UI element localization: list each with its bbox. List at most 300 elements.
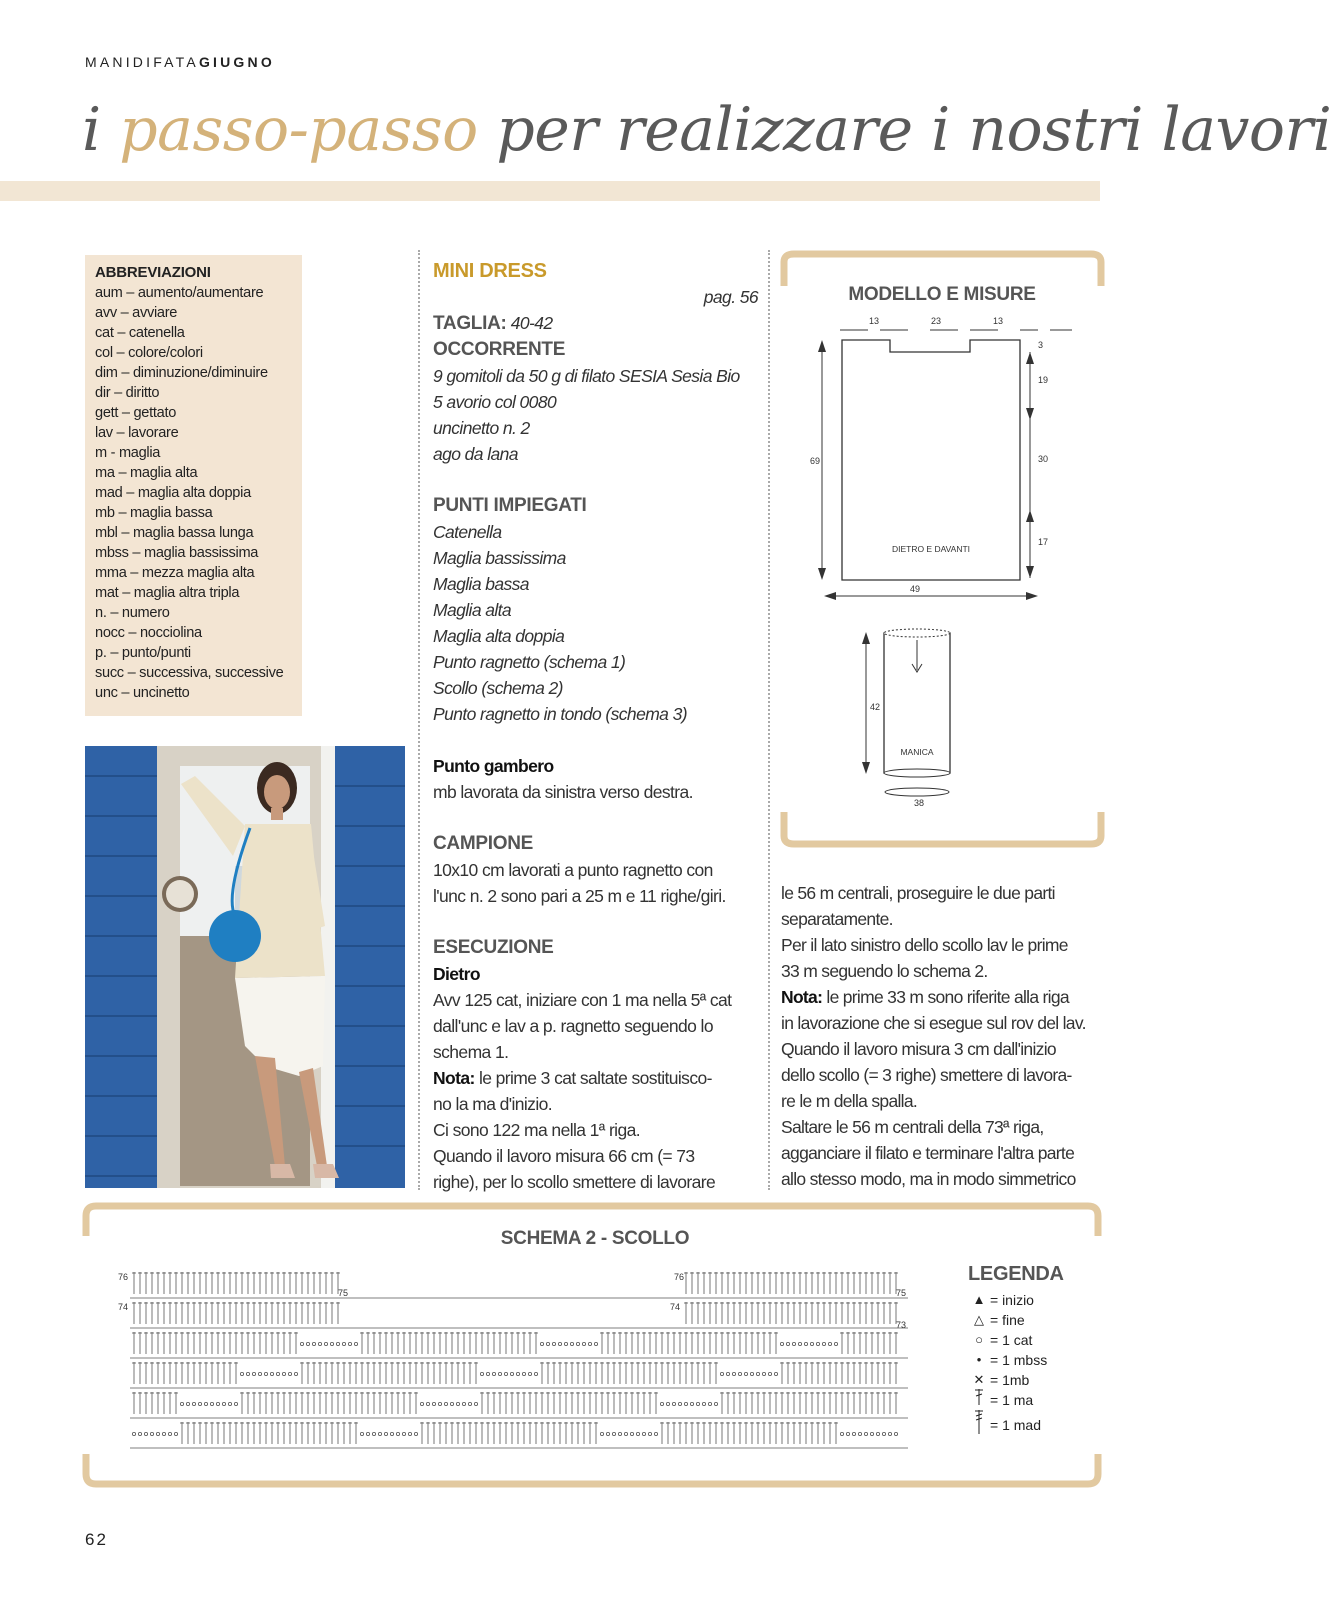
- crab-stitch-heading: Punto gambero: [433, 756, 554, 776]
- abbreviation-separator: –: [114, 505, 131, 521]
- chain-stitch: [312, 1342, 315, 1345]
- chain-stitch: [462, 1402, 465, 1405]
- legend-symbol-icon: ▲: [972, 1292, 986, 1307]
- chain-stitch: [384, 1432, 387, 1435]
- abbreviation-desc: maglia alta doppia: [137, 485, 251, 501]
- dim-top-mid: 23: [930, 316, 942, 326]
- chain-stitch: [318, 1342, 321, 1345]
- chain-stitch: [804, 1342, 807, 1345]
- abbreviation-item: [95, 623, 292, 643]
- page-number: 62: [85, 1530, 108, 1549]
- chain-stitch: [594, 1342, 597, 1345]
- chain-stitch: [378, 1432, 381, 1435]
- chain-stitch: [420, 1402, 423, 1405]
- legend-item: [968, 1290, 1098, 1310]
- stitch-item: Maglia alta doppia: [433, 626, 565, 646]
- abbreviation-term: n.: [95, 605, 107, 621]
- row-label: 73: [896, 1320, 907, 1330]
- chain-stitch: [840, 1432, 843, 1435]
- abbreviation-term: mb: [95, 505, 115, 521]
- article-title: MINI DRESS: [433, 260, 547, 282]
- chain-stitch: [888, 1432, 891, 1435]
- abbreviation-separator: –: [128, 545, 144, 561]
- abbreviation-desc: numero: [121, 605, 170, 621]
- abbreviation-item: [95, 563, 292, 583]
- chain-stitch: [414, 1432, 417, 1435]
- row-label: 76: [118, 1272, 129, 1282]
- abbreviation-desc: nocciolina: [139, 625, 202, 641]
- crab-stitch-text: mb lavorata da sinistra verso destra.: [433, 782, 693, 802]
- chain-stitch: [618, 1432, 621, 1435]
- abbreviation-item: [95, 463, 292, 483]
- chain-stitch: [348, 1342, 351, 1345]
- chain-stitch: [186, 1402, 189, 1405]
- abbreviation-term: m: [95, 445, 107, 461]
- abbreviation-separator: –: [112, 425, 129, 441]
- dim-top-left: 13: [868, 316, 880, 326]
- chain-stitch: [738, 1372, 741, 1375]
- chain-stitch: [870, 1432, 873, 1435]
- materials-heading: OCCORRENTE: [433, 339, 566, 360]
- sleeve-label: MANICA: [900, 747, 934, 757]
- body-label: DIETRO E DAVANTI: [891, 544, 971, 554]
- stitch-item: Scollo (schema 2): [433, 678, 563, 698]
- abbreviation-item: [95, 363, 292, 383]
- back-line: schema 1.: [433, 1042, 509, 1062]
- chain-stitch: [534, 1372, 537, 1375]
- abbreviation-desc: maglia alta: [130, 465, 198, 481]
- abbreviation-item: [95, 483, 292, 503]
- material-item: 5 avorio col 0080: [433, 392, 557, 412]
- chain-stitch: [750, 1372, 753, 1375]
- abbreviation-item: [95, 663, 292, 683]
- size-value: 40-42: [506, 313, 553, 333]
- chain-stitch: [270, 1372, 273, 1375]
- chain-stitch: [642, 1432, 645, 1435]
- abbreviation-separator: –: [117, 685, 133, 701]
- chain-stitch: [390, 1432, 393, 1435]
- chain-stitch: [258, 1372, 261, 1375]
- chain-stitch: [204, 1402, 207, 1405]
- abbreviation-term: dir: [95, 385, 111, 401]
- chain-stitch: [606, 1432, 609, 1435]
- abbreviation-separator: –: [124, 625, 140, 641]
- chain-stitch: [822, 1342, 825, 1345]
- stitch-item: Maglia bassissima: [433, 548, 566, 568]
- title-part2: per realizzare i nostri lavori: [477, 95, 1331, 165]
- chain-stitch: [660, 1402, 663, 1405]
- chain-stitch: [138, 1432, 141, 1435]
- legend-text: = inizio: [990, 1292, 1034, 1308]
- legend: [968, 1264, 1098, 1440]
- chain-stitch: [828, 1342, 831, 1345]
- dim-sleeve-length: 42: [870, 702, 881, 712]
- material-item: 9 gomitoli da 50 g di filato SESIA Sesia Bio: [433, 366, 740, 386]
- chain-stitch: [216, 1402, 219, 1405]
- legend-text: = 1 ma: [990, 1392, 1034, 1408]
- gauge-line: 10x10 cm lavorati a punto ragnetto con: [433, 860, 713, 880]
- abbreviation-separator: –: [123, 665, 140, 681]
- column-separator-1: [418, 250, 420, 1190]
- abbreviation-separator: –: [114, 465, 131, 481]
- row-label: 75: [896, 1288, 907, 1298]
- legend-item: [968, 1370, 1098, 1390]
- crochet-chart: [118, 1262, 938, 1462]
- dim-right-4: 17: [1038, 537, 1049, 547]
- stitch-item: Maglia alta: [433, 600, 512, 620]
- dim-width: 49: [910, 584, 921, 594]
- legend-item: [968, 1330, 1098, 1350]
- abbreviation-term: unc: [95, 685, 118, 701]
- gauge-text: [433, 857, 758, 909]
- abbreviation-desc: maglia bassa lunga: [132, 525, 254, 541]
- abbreviation-separator: –: [106, 605, 122, 621]
- legend-symbol-icon: ✕: [973, 1372, 985, 1387]
- measurements-diagram: [780, 300, 1105, 840]
- row-label: 75: [338, 1288, 349, 1298]
- chain-stitch: [264, 1372, 267, 1375]
- chain-stitch: [408, 1432, 411, 1435]
- note-2-line: agganciare il filato e terminare l'altra parte: [781, 1143, 1075, 1163]
- chain-stitch: [786, 1342, 789, 1345]
- chain-stitch: [252, 1372, 255, 1375]
- magazine-header: [85, 54, 275, 70]
- note-2-line: Saltare le 56 m centrali della 73ª riga,: [781, 1117, 1044, 1137]
- abbreviation-item: [95, 583, 292, 603]
- chain-stitch: [294, 1372, 297, 1375]
- stitch-item: Punto ragnetto (schema 1): [433, 652, 626, 672]
- chain-stitch: [372, 1432, 375, 1435]
- abbreviation-desc: mezza maglia alta: [141, 565, 255, 581]
- chain-stitch: [612, 1432, 615, 1435]
- chain-stitch: [882, 1432, 885, 1435]
- note-2-line: le prime 33 m sono riferite alla riga: [822, 987, 1069, 1007]
- schema-title: SCHEMA 2 - SCOLLO: [500, 1228, 690, 1249]
- chain-stitch: [456, 1402, 459, 1405]
- chain-stitch: [222, 1402, 225, 1405]
- chain-stitch: [144, 1432, 147, 1435]
- chain-stitch: [774, 1372, 777, 1375]
- chain-stitch: [726, 1372, 729, 1375]
- neckline-line: le 56 m centrali, proseguire le due parti: [781, 883, 1055, 903]
- chain-stitch: [810, 1342, 813, 1345]
- chain-stitch: [330, 1342, 333, 1345]
- page-reference: pag. 56: [703, 287, 758, 307]
- chain-stitch: [498, 1372, 501, 1375]
- execution-heading: ESECUZIONE: [433, 937, 554, 958]
- abbreviation-term: lav: [95, 425, 113, 441]
- note-2-line: in lavorazione che si esegue sul rov del lav.: [781, 1013, 1086, 1033]
- abbreviation-desc: catenella: [128, 325, 185, 341]
- dim-right-1: 3: [1038, 340, 1044, 350]
- materials-list: [433, 363, 758, 467]
- column-separator-2: [768, 250, 770, 1190]
- abbreviation-item: [95, 503, 292, 523]
- model-title: MODELLO E MISURE: [848, 284, 1036, 305]
- chain-stitch: [486, 1372, 489, 1375]
- abbreviation-separator: –: [116, 305, 133, 321]
- material-item: uncinetto n. 2: [433, 418, 530, 438]
- model-photo: [85, 746, 405, 1188]
- chain-stitch: [516, 1372, 519, 1375]
- chain-stitch: [636, 1432, 639, 1435]
- neckline-instructions: [781, 880, 1101, 984]
- legend-symbol-icon: △: [974, 1312, 984, 1327]
- note-2-label: Nota:: [781, 987, 823, 1007]
- chain-stitch: [228, 1402, 231, 1405]
- abbreviation-item: [95, 283, 292, 303]
- abbreviation-term: dim: [95, 365, 118, 381]
- abbreviation-separator: –: [106, 645, 122, 661]
- chain-stitch: [306, 1342, 309, 1345]
- note-1-label: Nota:: [433, 1068, 475, 1088]
- note-2: [781, 984, 1101, 1010]
- stitch-item: Maglia bassa: [433, 574, 529, 594]
- chain-stitch: [156, 1432, 159, 1435]
- chain-stitch: [798, 1342, 801, 1345]
- chain-stitch: [666, 1402, 669, 1405]
- stitches-heading: PUNTI IMPIEGATI: [433, 495, 587, 516]
- legend-text: = 1mb: [990, 1372, 1030, 1388]
- row-label: 74: [118, 1302, 129, 1312]
- abbreviation-item: [95, 323, 292, 343]
- abbreviation-separator: –: [122, 485, 138, 501]
- back-instructions: [433, 987, 758, 1065]
- abbreviation-desc: aumento/aumentare: [137, 285, 264, 301]
- stitches-list: [433, 519, 758, 727]
- chain-stitch: [624, 1432, 627, 1435]
- chain-stitch: [696, 1402, 699, 1405]
- abbreviation-term: mma: [95, 565, 127, 581]
- chain-stitch: [678, 1402, 681, 1405]
- abbreviation-term: succ: [95, 665, 124, 681]
- abbreviation-desc: avviare: [132, 305, 178, 321]
- chain-stitch: [864, 1432, 867, 1435]
- dim-right-3: 30: [1038, 454, 1049, 464]
- abbreviation-separator: –: [122, 285, 138, 301]
- back-line: Ci sono 122 ma nella 1ª riga.: [433, 1120, 640, 1140]
- abbreviation-item: [95, 343, 292, 363]
- abbreviation-separator: –: [112, 345, 129, 361]
- chain-stitch: [162, 1432, 165, 1435]
- abbreviation-term: mbl: [95, 525, 118, 541]
- chain-stitch: [672, 1402, 675, 1405]
- legend-item: [968, 1350, 1098, 1370]
- row-label: 74: [670, 1302, 681, 1312]
- back-line: righe), per lo scollo smettere di lavorare: [433, 1172, 716, 1192]
- chain-stitch: [582, 1342, 585, 1345]
- abbreviation-term: mat: [95, 585, 119, 601]
- note-2-line: allo stesso modo, ma in modo simmetrico: [781, 1169, 1076, 1189]
- abbreviation-term: p.: [95, 645, 107, 661]
- chain-stitch: [240, 1372, 243, 1375]
- neckline-line: 33 m seguendo lo schema 2.: [781, 961, 988, 981]
- chain-stitch: [894, 1432, 897, 1435]
- chain-stitch: [654, 1432, 657, 1435]
- chain-stitch: [402, 1432, 405, 1435]
- abbreviation-separator: –: [118, 585, 134, 601]
- instructions-continued: [781, 880, 1101, 1192]
- abbreviation-separator: –: [117, 525, 133, 541]
- chain-stitch: [300, 1342, 303, 1345]
- dim-top-right: 13: [992, 316, 1004, 326]
- chain-stitch: [510, 1372, 513, 1375]
- abbreviation-separator: –: [126, 565, 142, 581]
- abbreviation-term: mbss: [95, 545, 129, 561]
- abbreviation-separator: -: [106, 445, 119, 461]
- legend-item: [968, 1310, 1098, 1330]
- chain-stitch: [198, 1402, 201, 1405]
- page-title: [82, 95, 1331, 165]
- legend-text: = fine: [990, 1312, 1025, 1328]
- note-2-line: re le m della spalla.: [781, 1091, 918, 1111]
- chain-stitch: [504, 1372, 507, 1375]
- chain-stitch: [708, 1402, 711, 1405]
- abbreviation-desc: uncinetto: [132, 685, 190, 701]
- chain-stitch: [180, 1402, 183, 1405]
- abbreviation-term: gett: [95, 405, 119, 421]
- abbreviation-item: [95, 523, 292, 543]
- note-1-line: no la ma d'inizio.: [433, 1094, 552, 1114]
- abbreviation-term: cat: [95, 325, 114, 341]
- chain-stitch: [588, 1342, 591, 1345]
- chain-stitch: [150, 1432, 153, 1435]
- chain-stitch: [354, 1342, 357, 1345]
- chain-stitch: [558, 1342, 561, 1345]
- abbreviation-item: [95, 443, 292, 463]
- gauge-heading: CAMPIONE: [433, 833, 533, 854]
- note-2-line: Quando il lavoro misura 3 cm dall'inizio: [781, 1039, 1056, 1059]
- chain-stitch: [714, 1402, 717, 1405]
- chain-stitch: [690, 1402, 693, 1405]
- title-underline-bar: [0, 181, 1100, 201]
- chain-stitch: [570, 1342, 573, 1345]
- chain-stitch: [744, 1372, 747, 1375]
- legend-text: = 1 mad: [990, 1417, 1041, 1433]
- chain-stitch: [174, 1432, 177, 1435]
- abbreviation-item: [95, 403, 292, 423]
- abbreviation-term: avv: [95, 305, 117, 321]
- magazine-name: MANIDIFATA: [85, 54, 199, 70]
- abbreviation-desc: diminuzione/diminuire: [132, 365, 268, 381]
- chain-stitch: [834, 1342, 837, 1345]
- abbreviation-desc: diritto: [125, 385, 160, 401]
- abbreviation-separator: –: [118, 405, 134, 421]
- abbreviation-separator: –: [113, 325, 129, 341]
- abbreviation-desc: lavorare: [128, 425, 179, 441]
- abbreviation-desc: maglia bassissima: [144, 545, 259, 561]
- neckline-line: separatamente.: [781, 909, 893, 929]
- chain-stitch: [720, 1372, 723, 1375]
- back-line: dall'unc e lav a p. ragnetto seguendo lo: [433, 1016, 713, 1036]
- chain-stitch: [876, 1432, 879, 1435]
- dim-right-2: 19: [1038, 375, 1049, 385]
- legend-title: LEGENDA: [968, 1263, 1064, 1285]
- abbreviation-separator: –: [117, 365, 133, 381]
- chain-stitch: [210, 1402, 213, 1405]
- abbreviations-heading: ABBREVIAZIONI: [95, 264, 211, 281]
- abbreviation-item: [95, 603, 292, 623]
- abbreviation-term: ma: [95, 465, 115, 481]
- chain-stitch: [432, 1402, 435, 1405]
- chain-stitch: [816, 1342, 819, 1345]
- chain-stitch: [762, 1372, 765, 1375]
- abbreviation-item: [95, 543, 292, 563]
- size-label: TAGLIA:: [433, 313, 507, 334]
- chain-stitch: [852, 1432, 855, 1435]
- chain-stitch: [858, 1432, 861, 1435]
- abbreviation-desc: maglia altra tripla: [133, 585, 240, 601]
- chain-stitch: [480, 1372, 483, 1375]
- legend-list: [968, 1290, 1098, 1440]
- chain-stitch: [288, 1372, 291, 1375]
- chain-stitch: [468, 1402, 471, 1405]
- chain-stitch: [684, 1402, 687, 1405]
- abbreviation-item: [95, 383, 292, 403]
- legend-item: [968, 1410, 1098, 1440]
- chain-stitch: [246, 1372, 249, 1375]
- issue-month: GIUGNO: [198, 54, 275, 70]
- chain-stitch: [426, 1402, 429, 1405]
- abbreviation-term: aum: [95, 285, 123, 301]
- abbreviation-item: [95, 683, 292, 703]
- abbreviation-term: col: [95, 345, 113, 361]
- note-1-line: le prime 3 cat saltate sostituisco-: [474, 1068, 712, 1088]
- chain-stitch: [234, 1402, 237, 1405]
- material-item: ago da lana: [433, 444, 518, 464]
- chain-stitch: [474, 1402, 477, 1405]
- row-label: 76: [674, 1272, 685, 1282]
- treble-crochet-symbol-icon: [968, 1409, 990, 1441]
- chain-stitch: [276, 1372, 279, 1375]
- dim-height: 69: [810, 456, 821, 466]
- stitch-item: Catenella: [433, 522, 502, 542]
- abbreviation-desc: maglia: [118, 445, 161, 461]
- legend-symbol-icon: •: [976, 1352, 982, 1367]
- chain-stitch: [324, 1342, 327, 1345]
- back-heading: Dietro: [433, 964, 480, 984]
- note-2-continued: [781, 1010, 1101, 1192]
- abbreviation-desc: gettato: [133, 405, 177, 421]
- chain-stitch: [336, 1342, 339, 1345]
- chain-stitch: [648, 1432, 651, 1435]
- back-line: Avv 125 cat, iniziare con 1 ma nella 5ª cat: [433, 990, 732, 1010]
- chain-stitch: [360, 1432, 363, 1435]
- chain-stitch: [600, 1432, 603, 1435]
- abbreviation-desc: maglia bassa: [130, 505, 213, 521]
- chain-stitch: [366, 1432, 369, 1435]
- abbreviation-desc: punto/punti: [121, 645, 191, 661]
- chain-stitch: [132, 1432, 135, 1435]
- legend-item: [968, 1390, 1098, 1410]
- chain-stitch: [492, 1372, 495, 1375]
- back-instructions-more: [433, 1117, 758, 1195]
- chain-stitch: [168, 1432, 171, 1435]
- back-line: Quando il lavoro misura 66 cm (= 73: [433, 1146, 695, 1166]
- chain-stitch: [546, 1342, 549, 1345]
- abbreviations-box: [85, 255, 302, 716]
- chain-stitch: [444, 1402, 447, 1405]
- chain-stitch: [342, 1342, 345, 1345]
- note-2-line: dello scollo (= 3 righe) smettere di lavora-: [781, 1065, 1072, 1085]
- chain-stitch: [576, 1342, 579, 1345]
- chain-stitch: [630, 1432, 633, 1435]
- chain-stitch: [732, 1372, 735, 1375]
- neckline-line: Per il lato sinistro dello scollo lav le prime: [781, 935, 1068, 955]
- chain-stitch: [282, 1372, 285, 1375]
- chain-stitch: [792, 1342, 795, 1345]
- abbreviation-term: mad: [95, 485, 123, 501]
